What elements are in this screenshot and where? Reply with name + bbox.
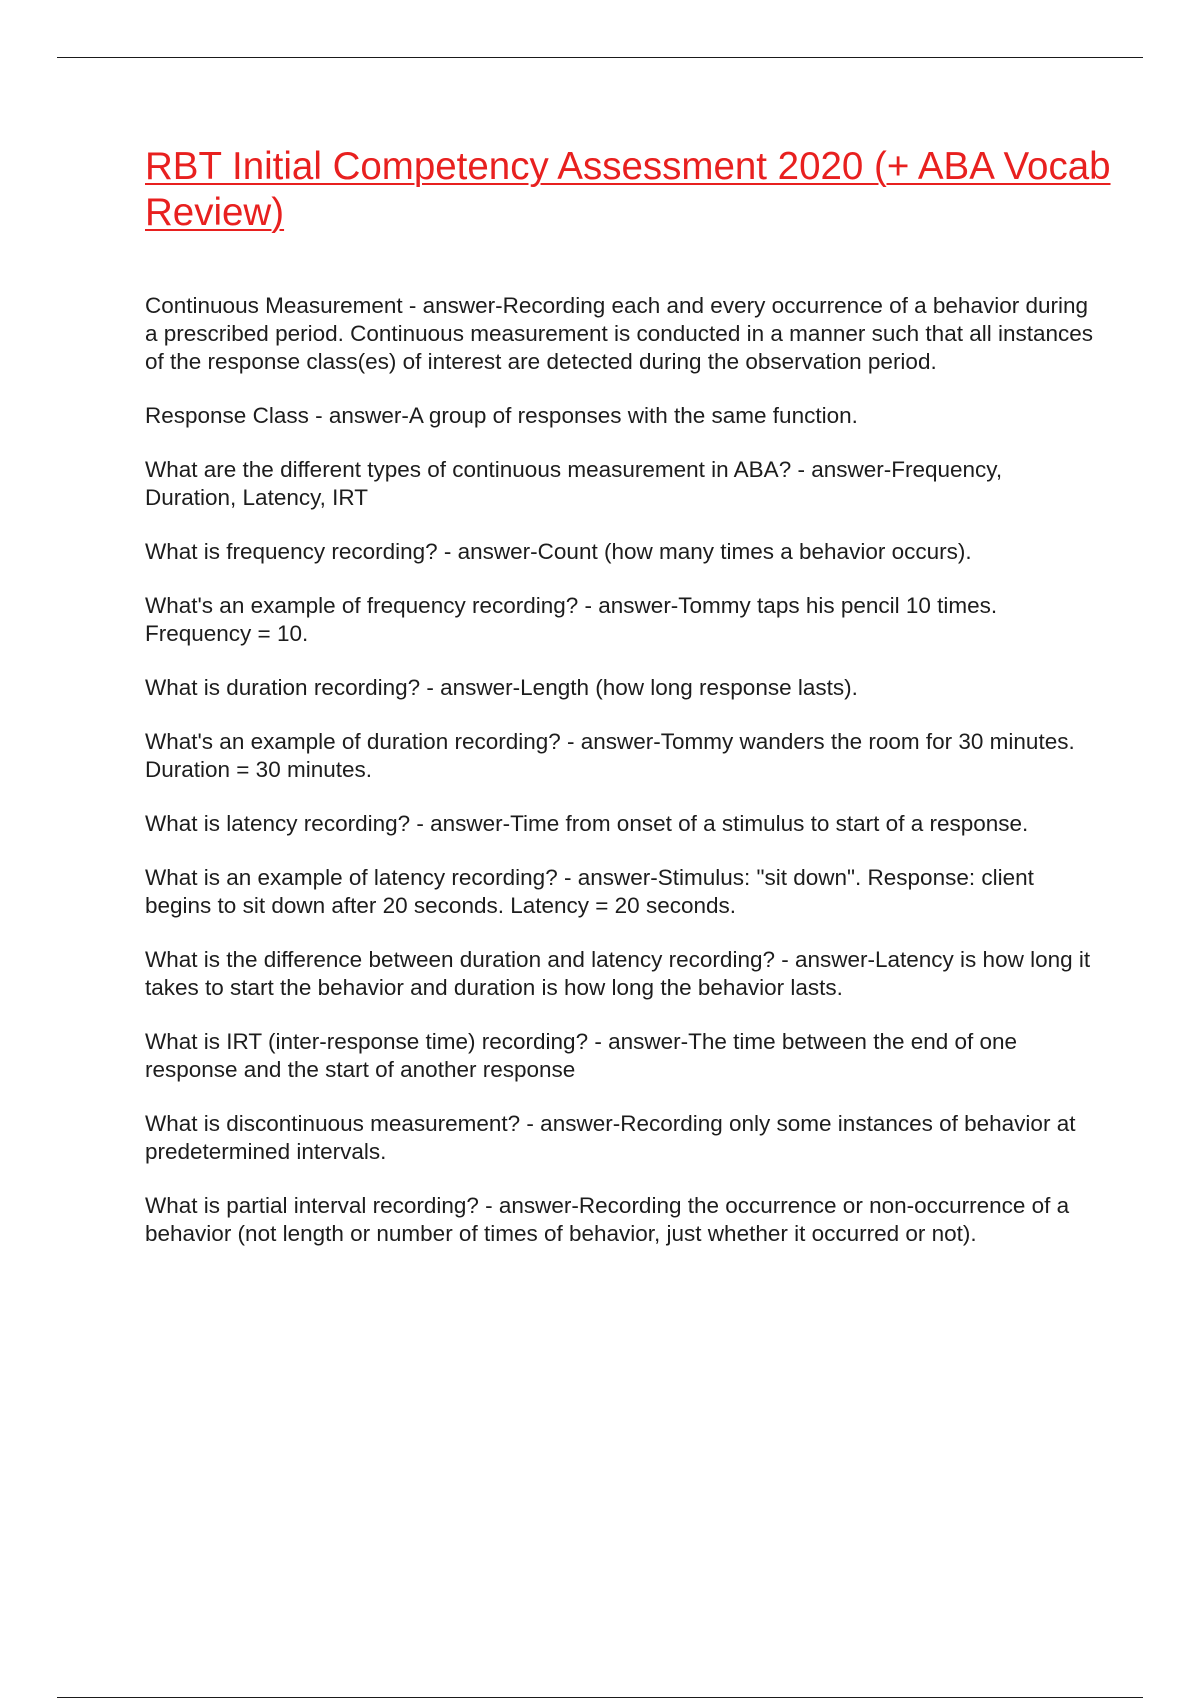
- qa-entry-latency-example: What is an example of latency recording? - answer-Stimulus: "sit down". Response: client begins to sit down after 20 seconds. Latency = 20 seconds.: [145, 865, 1034, 918]
- qa-entry-frequency-example: What's an example of frequency recording? - answer-Tommy taps his pencil 10 times. Frequency = 10.: [145, 593, 998, 646]
- qa-list: [145, 292, 1095, 1274]
- qa-entry-irt-recording: What is IRT (inter-response time) recording? - answer-The time between the end of one response and the start of another response: [145, 1029, 1018, 1082]
- qa-entry-types-continuous-measurement: What are the different types of continuous measurement in ABA? - answer-Frequency, Duration, Latency, IRT: [145, 457, 1003, 510]
- qa-entry-response-class: Response Class - answer-A group of responses with the same function.: [145, 403, 858, 428]
- footer-rule: [57, 1697, 1143, 1698]
- header-rule: [57, 57, 1143, 58]
- qa-entry-continuous-measurement: Continuous Measurement - answer-Recording each and every occurrence of a behavior during a prescribed period. Continuous measurement is conducted in a manner such that all instances of the response class(es) of interest are detected during the observation period.: [145, 293, 1094, 374]
- qa-entry-partial-interval-recording: What is partial interval recording? - answer-Recording the occurrence or non-occurrence of a behavior (not length or number of times of behavior, just whether it occurred or not).: [145, 1193, 1070, 1246]
- qa-entry-duration-recording: What is duration recording? - answer-Length (how long response lasts).: [145, 675, 858, 700]
- document-title[interactable]: RBT Initial Competency Assessment 2020 (+ ABA Vocab Review): [145, 145, 1111, 234]
- qa-entry-duration-vs-latency: What is the difference between duration and latency recording? - answer-Latency is how long it takes to start the behavior and duration is how long the behavior lasts.: [145, 947, 1091, 1000]
- qa-entry-duration-example: What's an example of duration recording? - answer-Tommy wanders the room for 30 minutes. Duration = 30 minutes.: [145, 729, 1075, 782]
- qa-entry-frequency-recording: What is frequency recording? - answer-Count (how many times a behavior occurs).: [145, 539, 972, 564]
- qa-entry-discontinuous-measurement: What is discontinuous measurement? - answer-Recording only some instances of behavior at predetermined intervals.: [145, 1111, 1076, 1164]
- qa-entry-latency-recording: What is latency recording? - answer-Time from onset of a stimulus to start of a response.: [145, 811, 1029, 836]
